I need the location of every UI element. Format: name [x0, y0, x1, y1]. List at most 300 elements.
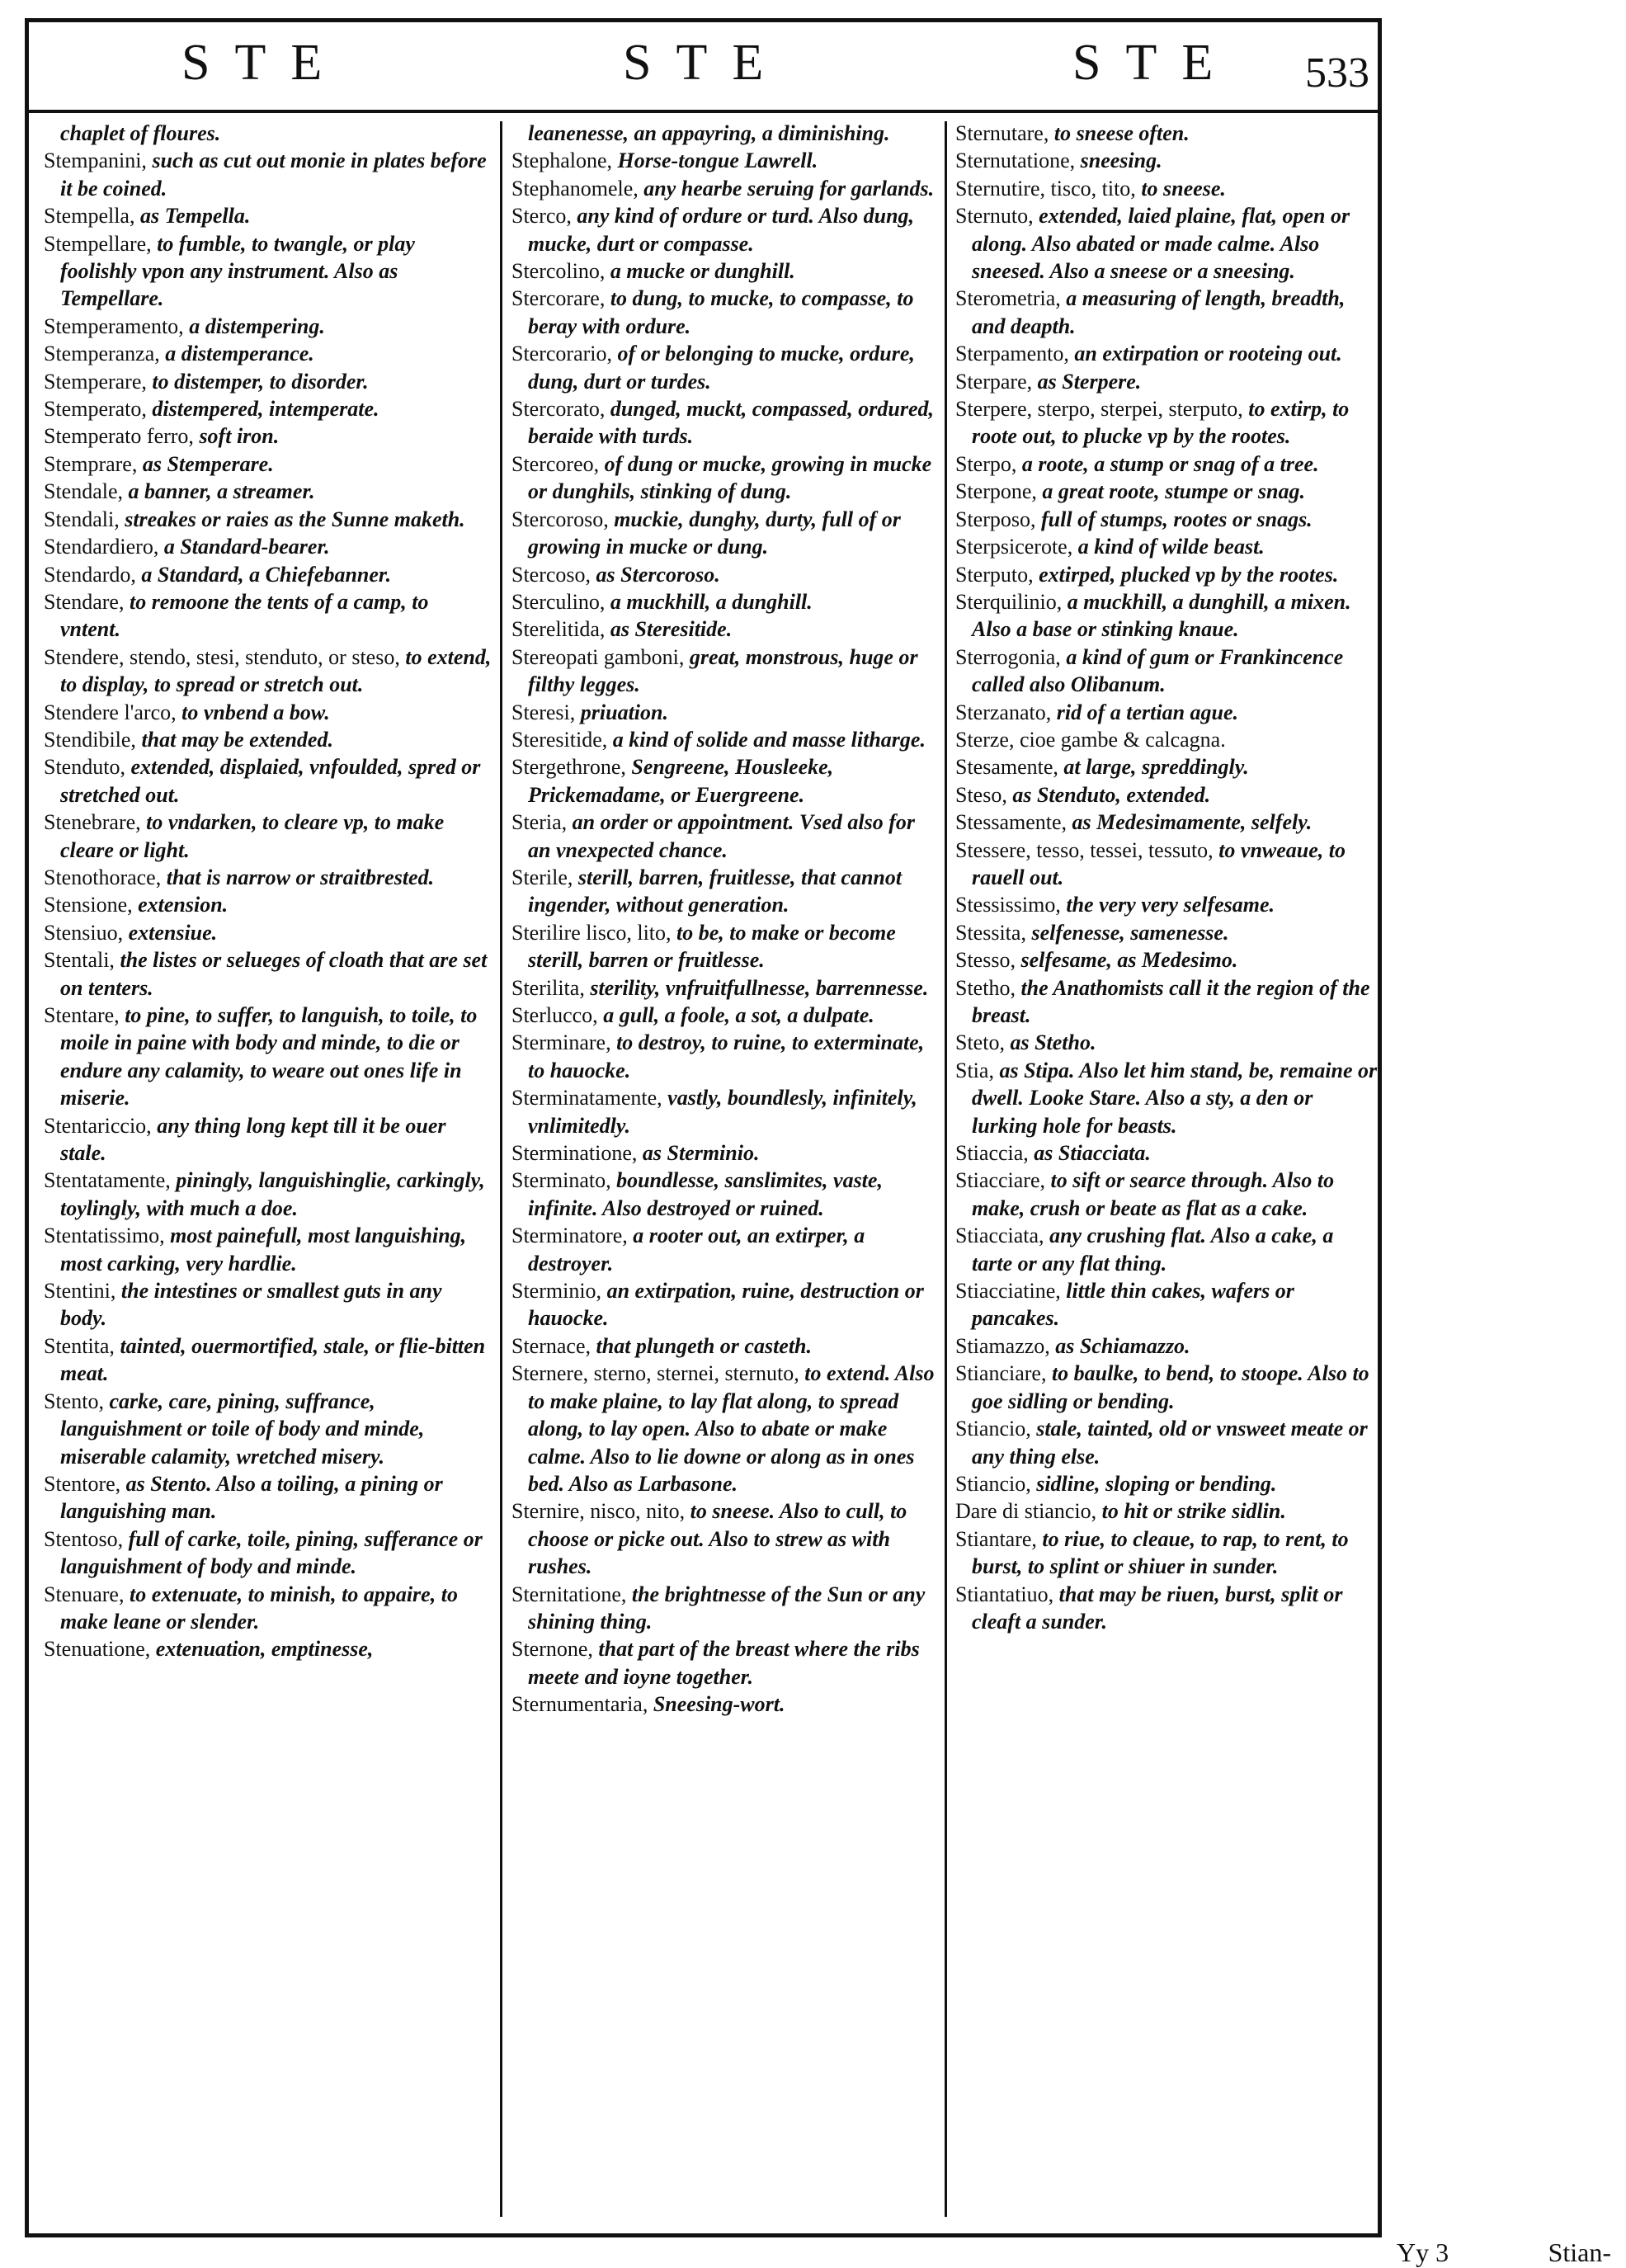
- dictionary-entry: [44, 644, 493, 699]
- dictionary-entry: [511, 1635, 939, 1690]
- entry-headword: Stercoroso,: [511, 507, 609, 531]
- entry-definition: a roote, a stump or snag of a tree.: [1021, 451, 1319, 476]
- entry-headword: Stercorato,: [511, 397, 606, 422]
- entry-definition: carke, care, pining, suffrance, languishment or toile of body and minde, miserable calamity, wretched misery.: [60, 1389, 425, 1469]
- entry-definition: an extirpation, ruine, destruction or hauocke.: [528, 1279, 924, 1331]
- entry-definition: extended, displaied, vnfoulded, spred or stretched out.: [60, 755, 481, 807]
- dictionary-entry: [955, 175, 1378, 202]
- entry-definition: a distempering.: [189, 314, 325, 338]
- entry-headword: Stentatissimo,: [44, 1224, 165, 1248]
- entry-definition: the Anathomists call it the region of the breast.: [972, 975, 1370, 1027]
- entry-headword: Stessissimo,: [955, 893, 1061, 917]
- entry-headword: Stenothorace,: [44, 865, 162, 889]
- entry-headword: Stetho,: [955, 975, 1016, 1000]
- entry-definition: any thing long kept till it be ouer stale.: [60, 1113, 446, 1166]
- dictionary-entry: [511, 809, 939, 864]
- column-2: [511, 120, 939, 2223]
- entry-headword: Sternace,: [511, 1333, 591, 1358]
- entry-definition: any kind of ordure or turd. Also dung, mucke, durt or compasse.: [528, 204, 915, 256]
- entry-definition: distempered, intemperate.: [152, 397, 379, 422]
- dictionary-entry: [955, 202, 1378, 285]
- entry-definition: such as cut out monie in plates before it be coined.: [60, 149, 487, 200]
- entry-headword: Stenuatione,: [44, 1637, 151, 1662]
- entry-headword: Sterminatamente,: [511, 1086, 662, 1110]
- entry-headword: Sterminato,: [511, 1168, 611, 1193]
- entry-headword: Steso,: [955, 782, 1007, 807]
- dictionary-entry: [511, 919, 939, 974]
- dictionary-entry: [44, 946, 493, 1002]
- entry-headword: Sterlucco,: [511, 1003, 598, 1027]
- entry-definition: stale, tainted, old or vnsweet meate or any thing else.: [972, 1417, 1368, 1469]
- entry-headword: Stiancio,: [955, 1417, 1031, 1441]
- entry-headword: Sterco,: [511, 204, 572, 229]
- dictionary-entry: [44, 1277, 493, 1332]
- entry-definition: Sneesing-wort.: [653, 1692, 785, 1717]
- dictionary-entry: [511, 1581, 939, 1636]
- dictionary-entry: [44, 1112, 493, 1167]
- entry-headword: Sterminatore,: [511, 1224, 628, 1248]
- dictionary-entry: [511, 1167, 939, 1222]
- dictionary-entry: [44, 1525, 493, 1581]
- entry-definition: as Schiamazzo.: [1055, 1333, 1190, 1358]
- dictionary-entry: [44, 450, 493, 478]
- entry-headword: Sterrogonia,: [955, 644, 1061, 669]
- dictionary-entry: [955, 974, 1378, 1030]
- dictionary-entry: [44, 1581, 493, 1636]
- dictionary-entry: [44, 588, 493, 644]
- dictionary-entry: [955, 285, 1378, 340]
- entry-headword: Stemperanza,: [44, 342, 160, 366]
- entry-definition: sneesing.: [1080, 149, 1162, 173]
- entry-headword: Stendare,: [44, 589, 125, 614]
- dictionary-entry: [511, 120, 939, 147]
- dictionary-entry: [511, 974, 939, 1002]
- entry-definition: great, monstrous, huge or filthy legges.: [528, 644, 918, 697]
- entry-headword: Steto,: [955, 1030, 1005, 1055]
- entry-definition: to destroy, to ruine, to exterminate, to hauocke.: [528, 1030, 925, 1082]
- entry-definition: as Sterminio.: [642, 1141, 760, 1166]
- entry-definition: piningly, languishinglie, carkingly, toylingly, with much a doe.: [60, 1168, 485, 1220]
- entry-headword: Stendardiero,: [44, 535, 159, 559]
- entry-headword: Sternitatione,: [511, 1582, 627, 1606]
- entry-definition: an extirpation or rooteing out.: [1074, 342, 1342, 366]
- entry-definition: chaplet of floures.: [60, 121, 221, 145]
- dictionary-entry: [511, 1277, 939, 1332]
- dictionary-entry: [955, 644, 1378, 699]
- dictionary-entry: [511, 395, 939, 450]
- entry-headword: Sterometria,: [955, 286, 1061, 311]
- entry-headword: Sternone,: [511, 1637, 593, 1662]
- entry-definition: the brightnesse of the Sun or any shining thing.: [528, 1582, 926, 1634]
- entry-definition: a banner, a streamer.: [128, 479, 315, 504]
- entry-definition: as Stercoroso.: [596, 562, 720, 587]
- dictionary-entry: [955, 699, 1378, 726]
- entry-definition: to sneese. Also to cull, to choose or picke out. Also to strew as with rushes.: [528, 1499, 907, 1579]
- entry-definition: to distemper, to disorder.: [152, 369, 369, 394]
- dictionary-entry: [955, 1222, 1378, 1277]
- entry-definition: a kind of gum or Frankincence called also Olibanum.: [972, 644, 1344, 697]
- entry-headword: Stessamente,: [955, 810, 1068, 835]
- entry-headword: Stiaccia,: [955, 1141, 1029, 1166]
- dictionary-entry: [955, 395, 1378, 450]
- entry-headword: Sterzanato,: [955, 700, 1052, 724]
- entry-headword: Stentariccio,: [44, 1113, 152, 1138]
- entry-definition: Sengreene, Housleeke, Prickemadame, or Euergreene.: [528, 755, 834, 807]
- entry-headword: Stiamazzo,: [955, 1333, 1050, 1358]
- entry-definition: to remoone the tents of a camp, to vntent.: [60, 589, 429, 642]
- entry-headword: Stercolino,: [511, 259, 606, 284]
- entry-definition: little thin cakes, wafers or pancakes.: [972, 1279, 1294, 1331]
- entry-headword: Sterputo,: [955, 562, 1034, 587]
- entry-definition: as Stetho.: [1010, 1030, 1096, 1055]
- dictionary-entry: [44, 478, 493, 505]
- entry-definition: sterill, barren, fruitlesse, that cannot ingender, without generation.: [528, 865, 903, 917]
- dictionary-entry: [44, 1635, 493, 1662]
- entry-headword: Stentatamente,: [44, 1168, 171, 1193]
- dictionary-entry: [511, 864, 939, 919]
- entry-definition: sterility, vnfruitfullnesse, barrennesse.: [590, 975, 929, 1000]
- entry-headword: Dare di stiancio,: [955, 1499, 1097, 1524]
- entry-headword: Stesso,: [955, 948, 1016, 973]
- dictionary-entry: [44, 1222, 493, 1277]
- entry-headword: Sternire, nisco, nito,: [511, 1499, 686, 1524]
- entry-definition: muckie, dunghy, durty, full of or growing in mucke or dung.: [528, 507, 901, 559]
- entry-definition: to sift or searce through. Also to make, crush or beate as flat as a cake.: [972, 1168, 1335, 1220]
- entry-headword: Sterilita,: [511, 975, 585, 1000]
- dictionary-entry: [955, 1332, 1378, 1360]
- entry-headword: Stentita,: [44, 1333, 115, 1358]
- entry-definition: full of stumps, rootes or snags.: [1041, 507, 1313, 531]
- entry-headword: Stessere, tesso, tessei, tessuto,: [955, 837, 1214, 862]
- dictionary-entry: [44, 1167, 493, 1222]
- entry-headword: Stiantare,: [955, 1526, 1037, 1551]
- dictionary-entry: [44, 1388, 493, 1470]
- dictionary-entry: [955, 368, 1378, 395]
- entry-headword: Sterilire lisco, lito,: [511, 920, 672, 945]
- page-number: 533: [1305, 50, 1369, 97]
- dictionary-entry: [44, 340, 493, 367]
- entry-definition: extirped, plucked vp by the rootes.: [1039, 562, 1339, 587]
- dictionary-entry: [511, 1497, 939, 1580]
- entry-definition: that may be riuen, burst, split or cleaft a sunder.: [972, 1582, 1343, 1634]
- entry-headword: Sterpsicerote,: [955, 535, 1073, 559]
- dictionary-entry: [511, 615, 939, 643]
- entry-headword: Steresi,: [511, 700, 576, 724]
- dictionary-entry: [44, 506, 493, 533]
- entry-definition: any crushing flat. Also a cake, a tarte or any flat thing.: [972, 1224, 1334, 1275]
- entry-definition: to extend. Also to make plaine, to lay flat along, to spread along, to lay open. Also to abate or make calme. Also to lie downe or along as in ones bed. Also as Larbasone.: [528, 1361, 935, 1496]
- entry-definition: to fumble, to twangle, or play foolishly vpon any instrument. Also as Tempellare.: [60, 231, 415, 311]
- entry-definition: the very very selfesame.: [1066, 893, 1275, 917]
- entry-definition: as Stemperare.: [142, 451, 274, 476]
- entry-definition: selfesame, as Medesimo.: [1020, 948, 1238, 973]
- dictionary-entry: [44, 919, 493, 946]
- dictionary-entry: [955, 753, 1378, 780]
- dictionary-entry: [511, 753, 939, 809]
- entry-definition: of dung or mucke, growing in mucke or dunghils, stinking of dung.: [528, 451, 932, 504]
- dictionary-entry: [44, 864, 493, 891]
- dictionary-entry: [44, 395, 493, 422]
- entry-headword: Stempanini,: [44, 149, 147, 173]
- entry-headword: Stergethrone,: [511, 755, 626, 780]
- dictionary-entry: [44, 230, 493, 313]
- entry-definition: full of carke, toile, pining, sufferance or languishment of body and minde.: [60, 1526, 483, 1579]
- entry-definition: to pine, to suffer, to languish, to toile, to moile in paine with body and minde, to die or endure any calamity, to weare out ones life in miserie.: [60, 1003, 478, 1110]
- entry-headword: Stendardo,: [44, 562, 136, 587]
- dictionary-entry: [44, 809, 493, 864]
- column-3: [955, 120, 1378, 2223]
- dictionary-entry: [44, 147, 493, 202]
- dictionary-entry: [511, 1084, 939, 1139]
- dictionary-entry: [44, 1002, 493, 1112]
- entry-definition: selfenesse, samenesse.: [1031, 920, 1229, 945]
- entry-headword: Steria,: [511, 810, 568, 835]
- entry-definition: to hit or strike sidlin.: [1101, 1499, 1286, 1524]
- entry-definition: at large, spreddingly.: [1063, 755, 1249, 780]
- entry-definition: leanenesse, an appayring, a diminishing.: [528, 121, 890, 145]
- dictionary-entry: [955, 1581, 1378, 1636]
- entry-definition: streakes or raies as the Sunne maketh.: [125, 507, 465, 531]
- dictionary-entry: [44, 726, 493, 753]
- dictionary-entry: [511, 285, 939, 340]
- entry-definition: priuation.: [580, 700, 668, 724]
- dictionary-entry: [511, 561, 939, 588]
- entry-definition: Horse-tongue Lawrell.: [617, 149, 818, 173]
- dictionary-entry: [955, 478, 1378, 505]
- entry-headword: Stempellare,: [44, 231, 152, 256]
- entry-headword: Stia,: [955, 1058, 994, 1082]
- dictionary-entry: [955, 1525, 1378, 1581]
- entry-headword: Sternutatione,: [955, 149, 1076, 173]
- entry-headword: Stentore,: [44, 1471, 121, 1496]
- entry-definition: as Tempella.: [139, 204, 251, 229]
- entry-definition: soft iron.: [199, 424, 280, 449]
- dictionary-entry: [955, 588, 1378, 644]
- entry-headword: Stendere, stendo, stesi, stenduto, or steso,: [44, 644, 400, 669]
- entry-headword: Stentare,: [44, 1003, 120, 1027]
- dictionary-entry: [511, 257, 939, 285]
- column-rule-1: [500, 121, 502, 2217]
- entry-headword: Stendere l'arco,: [44, 700, 177, 724]
- dictionary-entry: [955, 561, 1378, 588]
- dictionary-entry: [511, 1690, 939, 1718]
- running-header: [29, 22, 1378, 113]
- entry-definition: a gull, a foole, a sot, a dulpate.: [603, 1003, 874, 1027]
- dictionary-entry: [955, 1139, 1378, 1167]
- entry-headword: Stensione,: [44, 893, 133, 917]
- entry-definition: to extirp, to roote out, to plucke vp by the rootes.: [972, 397, 1350, 449]
- dictionary-entry: [511, 1360, 939, 1497]
- entry-definition: of or belonging to mucke, ordure, dung, durt or turdes.: [528, 342, 915, 394]
- dictionary-entry: [511, 1029, 939, 1084]
- dictionary-entry: [955, 120, 1378, 147]
- dictionary-entry: [511, 450, 939, 506]
- dictionary-entry: [511, 726, 939, 753]
- entry-headword: Stempella,: [44, 204, 135, 229]
- entry-headword: Stento,: [44, 1389, 104, 1413]
- dictionary-entry: [44, 120, 493, 147]
- entry-definition: that plungeth or casteth.: [596, 1333, 813, 1358]
- header-right: STE: [1072, 35, 1238, 91]
- entry-definition: extension.: [138, 893, 229, 917]
- entry-headword: Stianciare,: [955, 1361, 1047, 1386]
- entry-headword: Sterelitida,: [511, 617, 606, 642]
- entry-headword: Stenduto,: [44, 755, 125, 780]
- dictionary-entry: [44, 753, 493, 809]
- dictionary-entry: [44, 422, 493, 450]
- signature-mark: Yy 3: [1397, 2237, 1449, 2267]
- column-1: [44, 120, 493, 2223]
- dictionary-entry: [511, 1002, 939, 1029]
- entry-definition: a muckhill, a dunghill, a mixen. Also a base or stinking knaue.: [972, 589, 1351, 642]
- entry-headword: Sterminare,: [511, 1030, 611, 1055]
- entry-definition: that may be extended.: [141, 727, 333, 752]
- entry-headword: Stercorare,: [511, 286, 606, 311]
- entry-definition: a mucke or dunghill.: [610, 259, 795, 284]
- dictionary-entry: [511, 506, 939, 561]
- entry-definition: extended, laied plaine, flat, open or along. Also abated or made calme. Also sneesed. Also a sneese or a sneesing.: [972, 204, 1350, 284]
- entry-definition: most painefull, most languishing, most carking, very hardlie.: [60, 1224, 467, 1275]
- entry-headword: Sternere, sterno, sternei, sternuto,: [511, 1361, 799, 1386]
- entry-headword: Sterquilinio,: [955, 589, 1063, 614]
- dictionary-entry: [511, 340, 939, 395]
- entry-definition: boundlesse, sanslimites, vaste, infinite. Also destroyed or ruined.: [528, 1168, 883, 1220]
- dictionary-entry: [955, 450, 1378, 478]
- entry-definition: to extend, to display, to spread or stretch out.: [60, 644, 492, 697]
- entry-definition: any hearbe seruing for garlands.: [643, 176, 935, 200]
- dictionary-entry: [955, 781, 1378, 809]
- dictionary-entry: [955, 809, 1378, 836]
- dictionary-entry: [44, 368, 493, 395]
- entry-definition: as Stiacciata.: [1034, 1141, 1151, 1166]
- dictionary-entry: [955, 1497, 1378, 1525]
- dictionary-entry: [44, 699, 493, 726]
- entry-headword: Sterpamento,: [955, 342, 1069, 366]
- entry-headword: Stensiuo,: [44, 920, 124, 945]
- entry-definition: to baulke, to bend, to stoope. Also to goe sidling or bending.: [972, 1361, 1369, 1413]
- entry-headword: Sterze, cioe gambe & calcagna.: [955, 727, 1226, 752]
- header-left: STE: [181, 35, 347, 91]
- entry-definition: as Sterpere.: [1037, 369, 1142, 394]
- entry-definition: that part of the breast where the ribs meete and ioyne together.: [528, 1637, 920, 1689]
- dictionary-entry: [511, 699, 939, 726]
- entry-definition: to dung, to mucke, to compasse, to beray with ordure.: [528, 286, 914, 338]
- entry-definition: as Medesimamente, selfely.: [1072, 810, 1313, 835]
- entry-definition: a distemperance.: [165, 342, 314, 366]
- entry-definition: an order or appointment. Vsed also for an vnexpected chance.: [528, 810, 915, 862]
- entry-headword: Stercoso,: [511, 562, 591, 587]
- entry-headword: Stemperare,: [44, 369, 147, 394]
- dictionary-entry: [955, 726, 1378, 753]
- dictionary-entry: [44, 202, 493, 229]
- entry-definition: the listes or selueges of cloath that are set on tenters.: [60, 948, 488, 1000]
- entry-headword: Stephanomele,: [511, 176, 639, 200]
- entry-headword: Sternutare,: [955, 121, 1049, 145]
- dictionary-entry: [44, 313, 493, 340]
- entry-definition: a Standard, a Chiefebanner.: [141, 562, 392, 587]
- entry-definition: to sneese often.: [1053, 121, 1190, 145]
- entry-headword: Stemprare,: [44, 451, 138, 476]
- entry-definition: a measuring of length, breadth, and deapth.: [972, 286, 1346, 338]
- dictionary-entry: [955, 1277, 1378, 1332]
- dictionary-entry: [511, 147, 939, 174]
- dictionary-entry: [955, 1167, 1378, 1222]
- entry-definition: tainted, ouermortified, stale, or flie-bitten meat.: [60, 1333, 486, 1386]
- entry-headword: Stendibile,: [44, 727, 136, 752]
- dictionary-entry: [44, 1470, 493, 1525]
- entry-definition: the intestines or smallest guts in any body.: [60, 1279, 442, 1331]
- entry-definition: to sneese.: [1141, 176, 1226, 200]
- entry-headword: Stiacciata,: [955, 1224, 1044, 1248]
- entry-headword: Stercorario,: [511, 342, 613, 366]
- dictionary-entry: [955, 1057, 1378, 1139]
- entry-headword: Stiantatiuo,: [955, 1582, 1054, 1606]
- dictionary-entry: [511, 175, 939, 202]
- entry-headword: Sterpone,: [955, 479, 1037, 504]
- entry-definition: a rooter out, an extirper, a destroyer.: [528, 1224, 865, 1275]
- entry-headword: Stereopati gamboni,: [511, 644, 685, 669]
- entry-headword: Stendali,: [44, 507, 120, 531]
- entry-headword: Stephalone,: [511, 149, 613, 173]
- entry-headword: Stendale,: [44, 479, 124, 504]
- entry-headword: Sterpo,: [955, 451, 1017, 476]
- dictionary-entry: [511, 202, 939, 257]
- dictionary-entry: [955, 946, 1378, 974]
- dictionary-entry: [511, 644, 939, 699]
- dictionary-entry: [44, 533, 493, 560]
- dictionary-entry: [955, 891, 1378, 918]
- entry-headword: Stentini,: [44, 1279, 116, 1304]
- entry-headword: Stemperato,: [44, 397, 147, 422]
- dictionary-entry: [955, 533, 1378, 560]
- column-rule-2: [945, 121, 947, 2217]
- entry-definition: to vnbend a bow.: [181, 700, 330, 724]
- dictionary-page: [25, 18, 1382, 2237]
- entry-definition: a kind of wilde beast.: [1077, 535, 1265, 559]
- entry-definition: to be, to make or become sterill, barren or fruitlesse.: [528, 920, 896, 973]
- dictionary-entry: [44, 561, 493, 588]
- entry-headword: Stiancio,: [955, 1471, 1031, 1496]
- entry-headword: Sterminio,: [511, 1279, 602, 1304]
- dictionary-entry: [955, 1360, 1378, 1415]
- entry-definition: as Stipa. Also let him stand, be, remaine or dwell. Looke Stare. Also a sty, a den or lurking hole for beasts.: [972, 1058, 1378, 1138]
- entry-headword: Stesamente,: [955, 755, 1058, 780]
- entry-headword: Sterpare,: [955, 369, 1033, 394]
- entry-definition: as Stenduto, extended.: [1012, 782, 1211, 807]
- entry-definition: extenuation, emptinesse,: [155, 1637, 374, 1662]
- entry-headword: Sternumentaria,: [511, 1692, 648, 1717]
- dictionary-entry: [955, 506, 1378, 533]
- entry-headword: Stercoreo,: [511, 451, 600, 476]
- entry-definition: dunged, muckt, compassed, ordured, beraide with turds.: [528, 397, 935, 449]
- dictionary-entry: [511, 1222, 939, 1277]
- entry-headword: Stenebrare,: [44, 810, 141, 835]
- entry-definition: a muckhill, a dunghill.: [610, 589, 813, 614]
- dictionary-entry: [955, 1029, 1378, 1056]
- entry-definition: extensiue.: [128, 920, 218, 945]
- dictionary-entry: [44, 891, 493, 918]
- dictionary-entry: [511, 1139, 939, 1167]
- entry-headword: Steresitide,: [511, 727, 608, 752]
- dictionary-entry: [955, 1470, 1378, 1497]
- entry-definition: to extenuate, to minish, to appaire, to make leane or slender.: [60, 1582, 458, 1634]
- entry-definition: a kind of solide and masse litharge.: [612, 727, 926, 752]
- entry-headword: Stenuare,: [44, 1582, 125, 1606]
- dictionary-entry: [511, 1332, 939, 1360]
- entry-headword: Sterminatione,: [511, 1141, 638, 1166]
- dictionary-entry: [955, 1415, 1378, 1470]
- catchword: Stian-: [1548, 2237, 1611, 2267]
